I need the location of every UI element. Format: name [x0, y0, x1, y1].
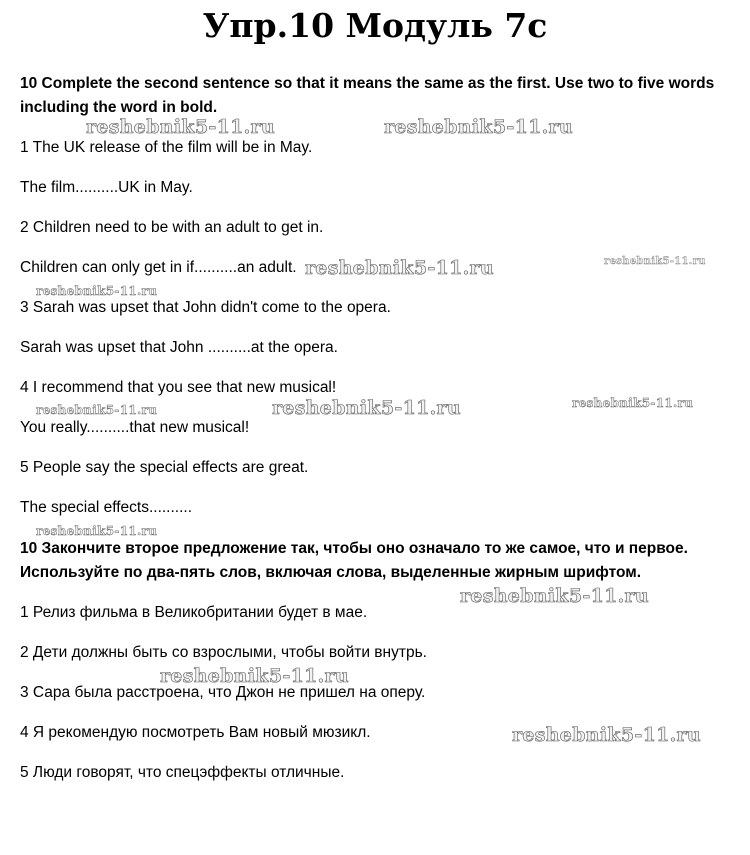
russian-sentence-5: 5 Люди говорят, что спецэффекты отличные. — [20, 764, 345, 781]
english-instruction: 10 Complete the second sentence so that it means the same as the first. Use two to five words including the word in bold. — [20, 75, 715, 116]
watermark: reshebnik5-11.ru — [36, 524, 158, 538]
english-answer-2: Children can only get in if..........an adult. — [20, 259, 297, 276]
russian-sentence-3: 3 Сара была расстроена, что Джон не пришел на оперу. — [20, 684, 426, 701]
watermark: reshebnik5-11.ru — [86, 116, 275, 138]
watermark: reshebnik5-11.ru — [604, 256, 706, 267]
english-answer-4: You really..........that new musical! — [20, 419, 250, 436]
english-answer-3: Sarah was upset that John ..........at the opera. — [20, 339, 338, 356]
watermark: reshebnik5-11.ru — [272, 397, 461, 419]
english-sentence-4: 4 I recommend that you see that new musical! — [20, 379, 337, 396]
watermark: reshebnik5-11.ru — [512, 724, 701, 746]
russian-sentence-1: 1 Релиз фильма в Великобритании будет в мае. — [20, 604, 368, 621]
english-sentence-2: 2 Children need to be with an adult to get in. — [20, 219, 324, 236]
watermark: reshebnik5-11.ru — [305, 257, 494, 279]
russian-sentence-2: 2 Дети должны быть со взрослыми, чтобы войти внутрь. — [20, 644, 427, 661]
russian-instruction-line-1: 10 Закончите второе предложение так, чтобы оно означало то же самое, что и первое. — [20, 540, 688, 557]
russian-instruction-line-2: Используйте по два-пять слов, включая слова, выделенные жирным шрифтом. — [20, 564, 642, 581]
watermark: reshebnik5-11.ru — [160, 665, 349, 687]
watermark: reshebnik5-11.ru — [460, 585, 649, 607]
watermark: reshebnik5-11.ru — [36, 403, 158, 417]
english-answer-5: The special effects.......... — [20, 499, 193, 516]
watermark: reshebnik5-11.ru — [384, 116, 573, 138]
russian-sentence-4: 4 Я рекомендую посмотреть Вам новый мюзикл. — [20, 724, 371, 741]
page-title: Упр.10 Модуль 7с — [202, 6, 548, 45]
english-sentence-1: 1 The UK release of the film will be in May. — [20, 139, 313, 156]
watermark: reshebnik5-11.ru — [36, 284, 158, 298]
english-answer-1: The film..........UK in May. — [20, 179, 193, 196]
watermark: reshebnik5-11.ru — [572, 396, 694, 410]
english-sentence-3: 3 Sarah was upset that John didn't come to the opera. — [20, 299, 391, 316]
english-sentence-5: 5 People say the special effects are great. — [20, 459, 309, 476]
